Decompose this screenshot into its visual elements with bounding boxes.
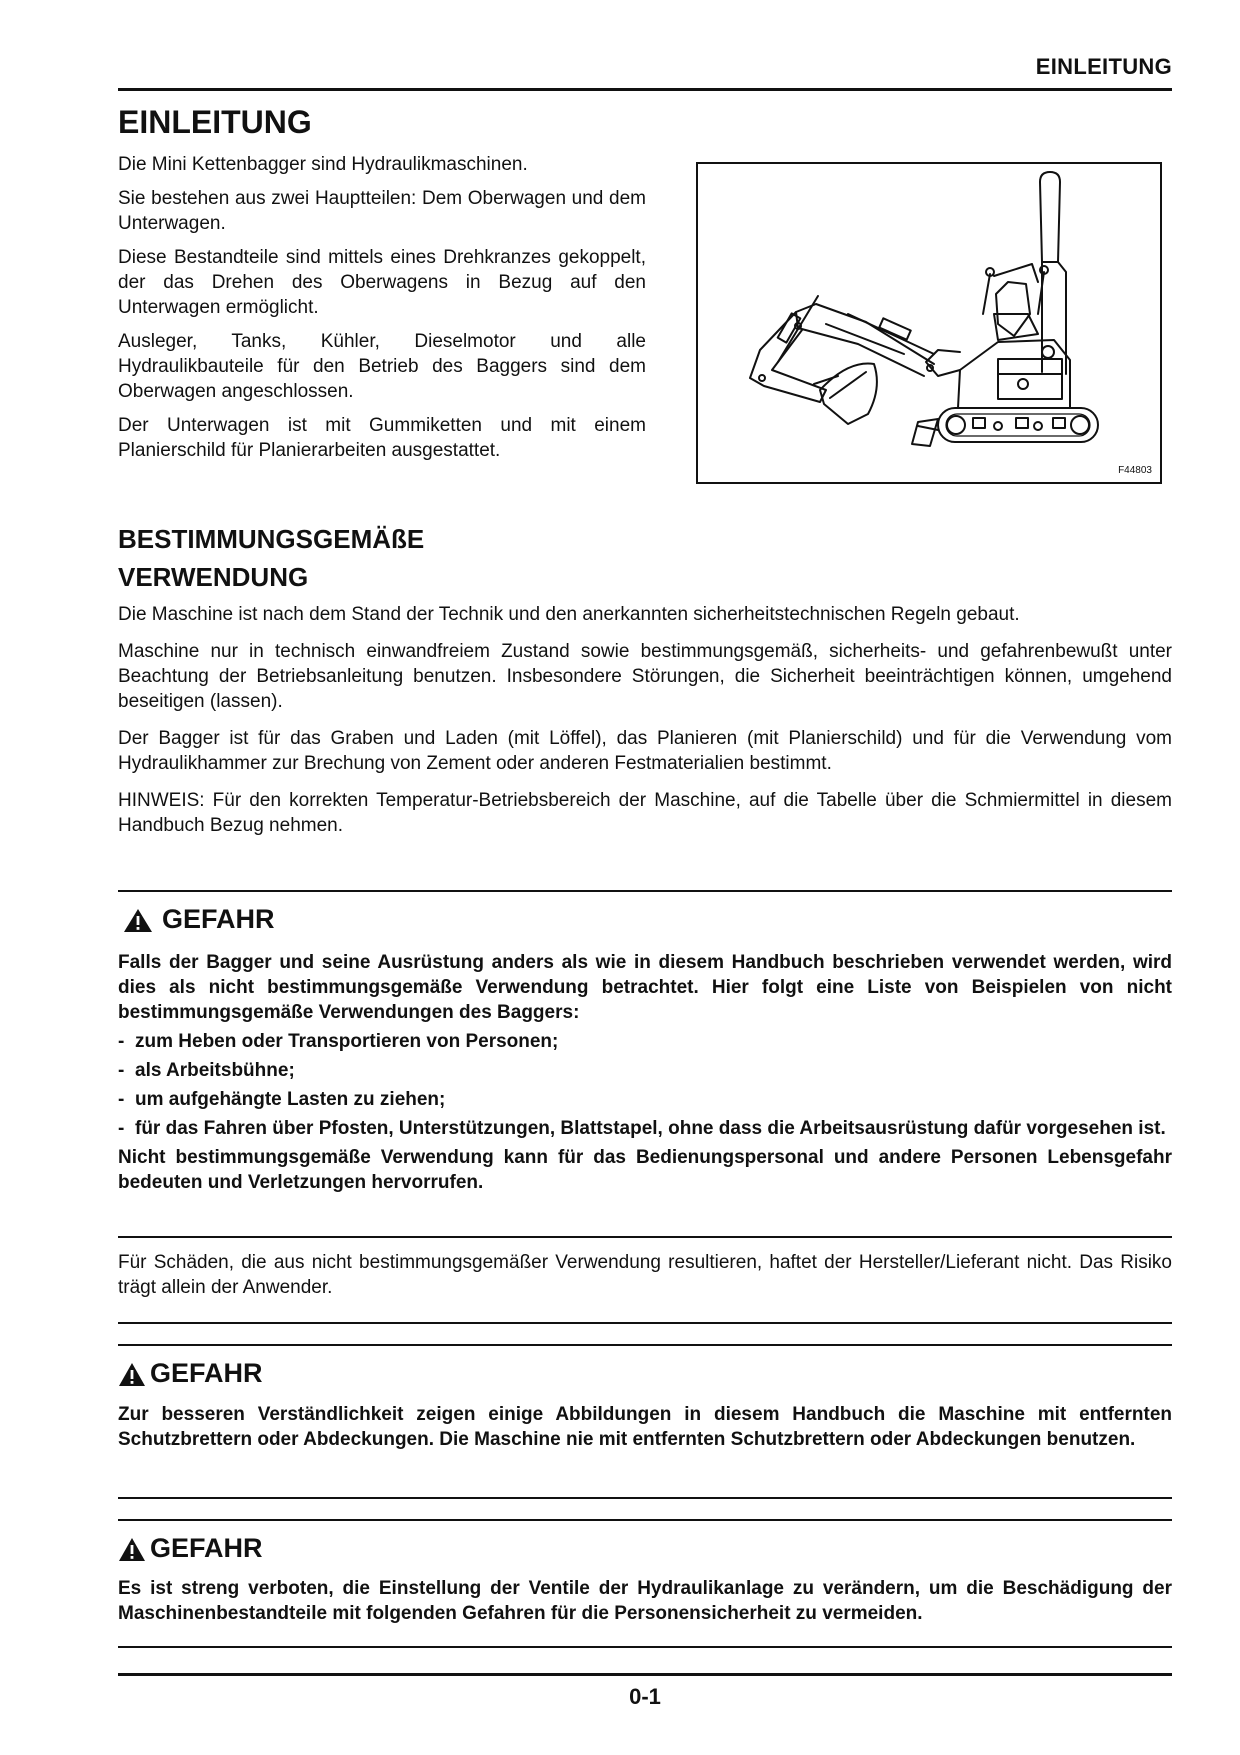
intro-paragraph: Die Mini Kettenbagger sind Hydraulikmaschinen.: [118, 154, 528, 175]
usage-paragraph: Maschine nur in technisch einwandfreiem Zustand sowie bestimmungsgemäß, sicherheits- und gefahrenbewußt unter Beachtung der Betriebsanleitung benutzen. Insbesondere Störungen, die Sicherheit beeinträchtigen können, umgehend beseitigen (lassen).: [118, 641, 1172, 712]
liability-text: Für Schäden, die aus nicht bestimmungsgemäßer Verwendung resultieren, haftet der Hersteller/Lieferant nicht. Das Risiko trägt allein der Anwender.: [118, 1252, 1172, 1298]
list-item: - als Arbeitsbühne;: [118, 1058, 1172, 1083]
footer-rule: [118, 1673, 1172, 1676]
intro-paragraph: Sie bestehen aus zwei Hauptteilen: Dem Oberwagen und dem Unterwagen.: [118, 188, 646, 234]
page-number: 0-1: [629, 1684, 661, 1709]
danger-title: [118, 1533, 263, 1564]
section-title-line: VERWENDUNG: [118, 562, 309, 592]
section-title-intended-use: [118, 520, 424, 596]
danger-text: Es ist streng verboten, die Einstellung der Ventile der Hydraulikanlage zu verändern, um die Beschädigung der Maschinenbestandteile mit folgenden Gefahren für die Personensicherheit zu vermeiden.: [118, 1578, 1172, 1624]
warning-triangle-icon: [118, 906, 158, 934]
danger-body: [118, 1402, 1172, 1452]
danger-body: [118, 1576, 1172, 1626]
danger-title-text: GEFAHR: [150, 1358, 263, 1388]
introduction-text: [118, 152, 646, 472]
danger-divider: [118, 1646, 1172, 1648]
section-title-line: BESTIMMUNGSGEMÄßE: [118, 524, 425, 554]
danger-divider: [118, 1519, 1172, 1521]
header-rule: [118, 88, 1172, 91]
intro-paragraph: Ausleger, Tanks, Kühler, Dieselmotor und alle Hydraulikbauteile für den Betrieb des Baggers sind dem Oberwagen angeschlossen.: [118, 331, 646, 402]
danger-title: [118, 904, 275, 935]
list-item: - zum Heben oder Transportieren von Personen;: [118, 1029, 1172, 1054]
excavator-figure: [696, 162, 1162, 484]
usage-paragraph: Die Maschine ist nach dem Stand der Technik und den anerkannten sicherheitstechnischen Regeln gebaut.: [118, 604, 1020, 625]
intro-paragraph: Der Unterwagen ist mit Gummiketten und mit einem Planierschild für Planierarbeiten ausgestattet.: [118, 415, 646, 461]
excavator-illustration-icon: [698, 164, 1160, 482]
list-item: - um aufgehängte Lasten zu ziehen;: [118, 1087, 1172, 1112]
figure-id: F44803: [1118, 465, 1152, 476]
danger-intro: Falls der Bagger und seine Ausrüstung anders als wie in diesem Handbuch beschrieben verwendet werden, wird dies als nicht bestimmungsgemäße Verwendung betrachtet. Hier folgt eine Liste von Beispielen von nicht bestimmungsgemäße Verwendungen des Baggers:: [118, 952, 1172, 1023]
usage-paragraph: HINWEIS: Für den korrekten Temperatur-Betriebsbereich der Maschine, auf die Tabelle über die Schmiermittel in diesem Handbuch Bezug nehmen.: [118, 790, 1172, 836]
list-item: - für das Fahren über Pfosten, Unterstützungen, Blattstapel, ohne dass die Arbeitsausrüstung dafür vorgesehen ist.: [118, 1116, 1172, 1141]
intended-use-text: [118, 602, 1172, 850]
danger-title: [118, 1358, 263, 1389]
danger-divider: [118, 1322, 1172, 1324]
danger-title-text: GEFAHR: [162, 904, 275, 934]
running-header: EINLEITUNG: [1035, 54, 1172, 79]
usage-paragraph: Der Bagger ist für das Graben und Laden (mit Löffel), das Planieren (mit Planierschild) und für die Verwendung vom Hydraulikhammer zur Brechung von Zement oder anderen Festmaterialien bestimmt.: [118, 728, 1172, 774]
danger-divider: [118, 890, 1172, 892]
danger-text: Zur besseren Verständlichkeit zeigen einige Abbildungen in diesem Handbuch die Maschine mit entfernten Schutzbrettern oder Abdeckungen. Die Maschine nie mit entfernten Schutzbrettern oder Abdeckungen benutzen.: [118, 1404, 1172, 1450]
misuse-list: [118, 1029, 1172, 1141]
danger-title-text: GEFAHR: [150, 1533, 263, 1563]
danger-divider: [118, 1344, 1172, 1346]
danger-divider: [118, 1497, 1172, 1499]
danger-body: [118, 950, 1172, 1195]
warning-triangle-icon: [118, 1535, 146, 1563]
intro-paragraph: Diese Bestandteile sind mittels eines Drehkranzes gekoppelt, der das Drehen des Oberwagens in Bezug auf den Unterwagen ermöglicht.: [118, 247, 646, 318]
danger-divider: [118, 1236, 1172, 1238]
section-title-introduction: EINLEITUNG: [118, 104, 312, 140]
danger-outro: Nicht bestimmungsgemäße Verwendung kann für das Bedienungspersonal und andere Personen Lebensgefahr bedeuten und Verletzungen hervorrufen.: [118, 1147, 1172, 1193]
warning-triangle-icon: [118, 1360, 146, 1388]
